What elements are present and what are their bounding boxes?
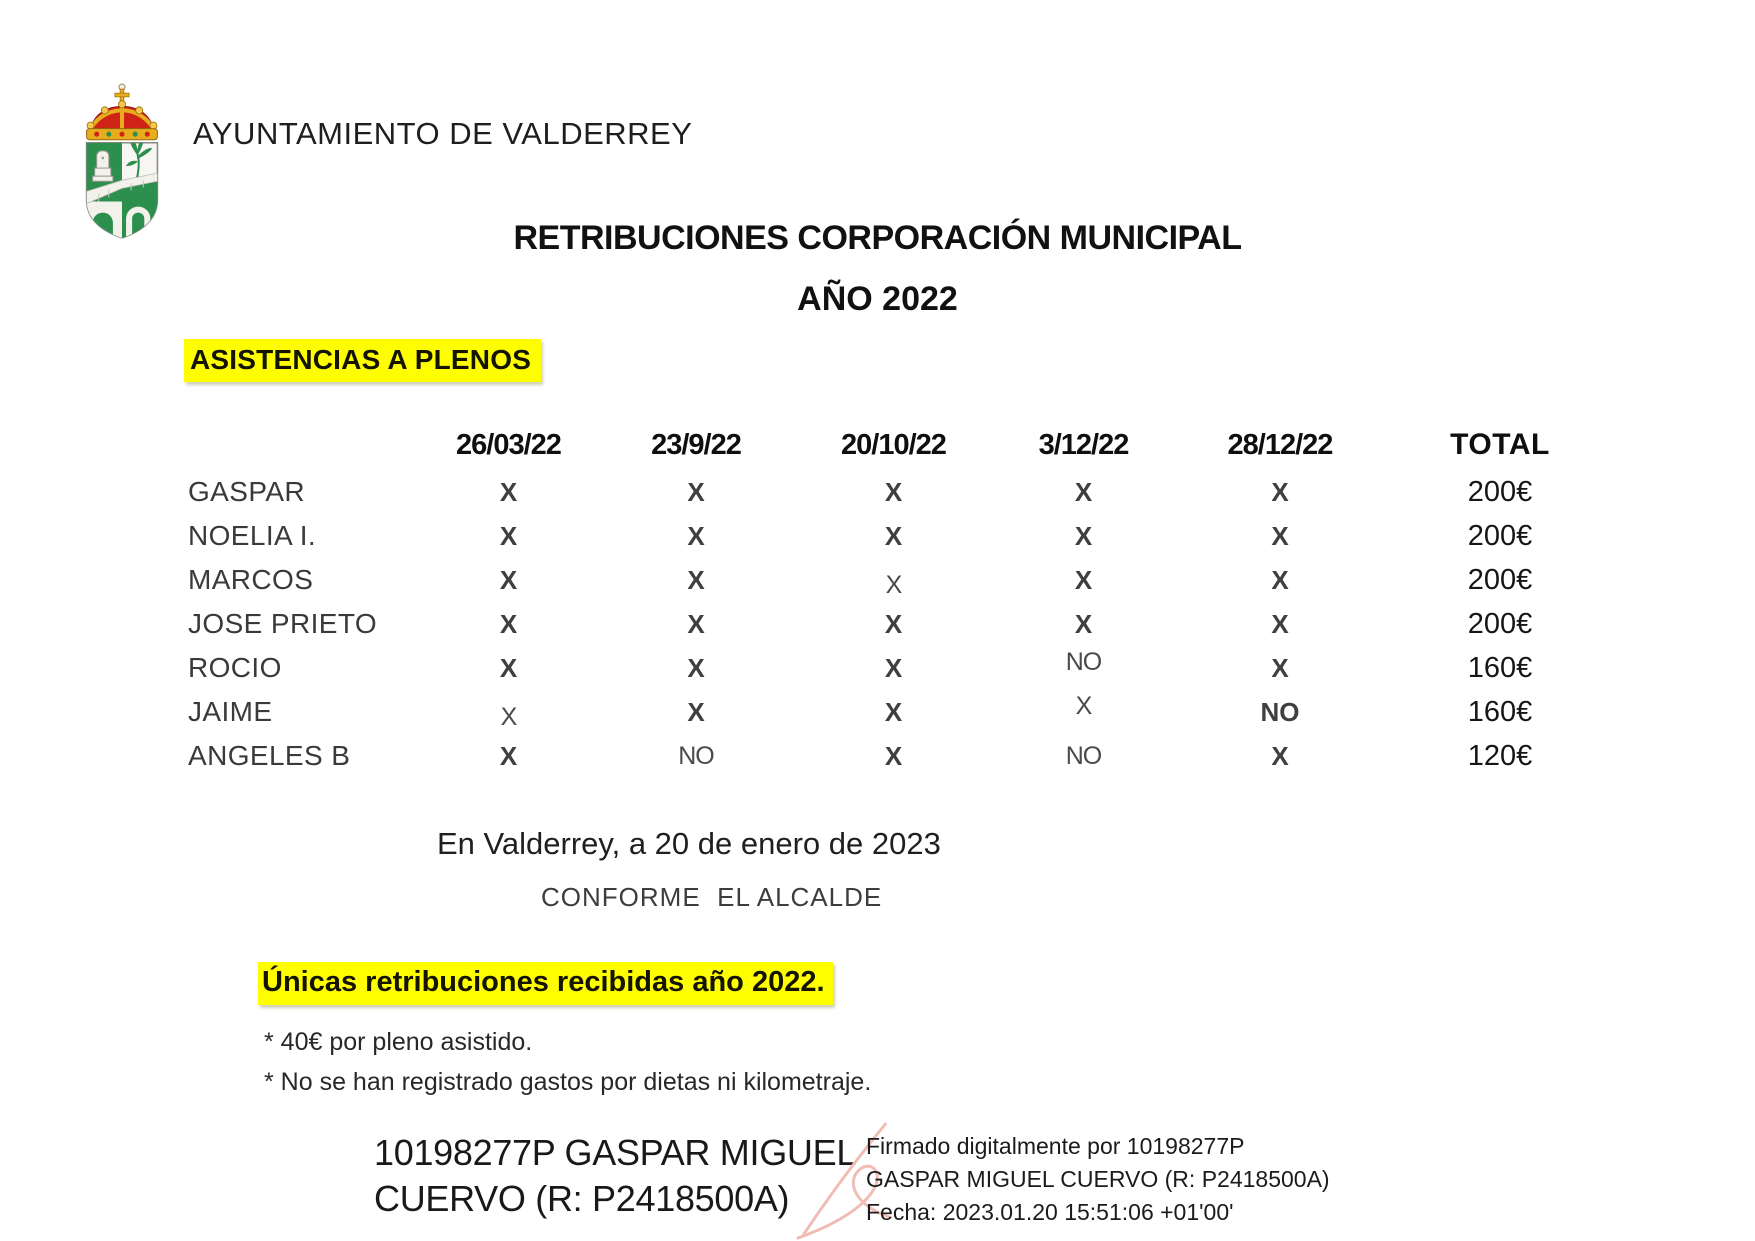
signer-name-line: CUERVO (R: P2418500A): [374, 1178, 790, 1219]
column-header-date: 26/03/22: [456, 428, 561, 461]
attendance-cell: X: [499, 476, 518, 507]
table-header-row: [188, 420, 1615, 470]
section-heading-highlight: ASISTENCIAS A PLENOS: [184, 339, 541, 382]
attendance-cell: X: [1075, 691, 1092, 720]
attendance-cell: X: [1074, 520, 1093, 551]
crown-icon: [87, 84, 158, 140]
member-name: NOELIA I.: [188, 520, 317, 551]
signature-detail-line: GASPAR MIGUEL CUERVO (R: P2418500A): [866, 1166, 1330, 1192]
notes-list: [264, 1022, 871, 1102]
column-header-date: 28/12/22: [1227, 428, 1333, 461]
attendance-cell: X: [1074, 476, 1093, 507]
attendance-cell: X: [884, 520, 903, 551]
table-row: [188, 602, 1615, 646]
note-item: * 40€ por pleno asistido.: [264, 1028, 533, 1056]
attendance-table: [188, 420, 1615, 778]
doc-year: AÑO 2022: [797, 280, 958, 318]
signature-detail-line: Firmado digitalmente por 10198277P: [866, 1133, 1245, 1159]
table-row: [188, 470, 1615, 514]
member-name: JOSE PRIETO: [188, 608, 378, 639]
table-row: [188, 514, 1615, 558]
signer-name-block: [374, 1130, 856, 1222]
attendance-cell: X: [1271, 476, 1289, 507]
digital-signature-details: [866, 1130, 1330, 1229]
attendance-cell: X: [1271, 740, 1289, 771]
conforme-line: CONFORME EL ALCALDE: [541, 882, 883, 912]
table-row: [188, 646, 1615, 690]
total-value: 160€: [1467, 695, 1533, 728]
attendance-cell: X: [884, 652, 903, 683]
attendance-cell: X: [499, 652, 518, 683]
total-value: 200€: [1467, 475, 1533, 508]
attendance-cell: X: [1271, 608, 1289, 639]
note-item: * No se han registrado gastos por dietas ni kilometraje.: [264, 1068, 872, 1096]
doc-title: RETRIBUCIONES CORPORACIÓN MUNICIPAL: [513, 219, 1242, 257]
member-name: GASPAR: [188, 476, 306, 507]
attendance-cell: X: [499, 564, 518, 595]
member-name: ANGELES B: [188, 740, 351, 771]
column-header-total: TOTAL: [1450, 428, 1550, 461]
attendance-cell: X: [1271, 564, 1289, 595]
table-row: [188, 734, 1615, 778]
total-value: 200€: [1467, 519, 1533, 552]
total-value: 200€: [1467, 563, 1533, 596]
table-row: [188, 690, 1615, 734]
total-value: 200€: [1467, 607, 1533, 640]
total-value: 160€: [1467, 651, 1533, 684]
attendance-cell: X: [885, 570, 902, 599]
column-header-date: 20/10/22: [841, 428, 946, 461]
attendance-cell: X: [687, 608, 705, 639]
member-name: ROCIO: [188, 652, 282, 683]
attendance-cell: NO: [1260, 696, 1300, 727]
org-name: AYUNTAMIENTO DE VALDERREY: [193, 116, 693, 151]
attendance-cell: X: [1271, 520, 1289, 551]
attendance-cell: X: [687, 652, 705, 683]
attendance-cell: X: [687, 564, 705, 595]
place-date-line: En Valderrey, a 20 de enero de 2023: [437, 826, 941, 861]
attendance-cell: X: [499, 608, 518, 639]
attendance-cell: X: [687, 476, 705, 507]
attendance-cell: X: [884, 476, 903, 507]
total-value: 120€: [1467, 739, 1533, 772]
signer-name-line: 10198277P GASPAR MIGUEL: [374, 1132, 857, 1173]
member-name: MARCOS: [188, 564, 314, 595]
notes-highlight: Únicas retribuciones recibidas año 2022.: [258, 962, 833, 1005]
coat-of-arms-logo: [70, 80, 174, 242]
attendance-cell: NO: [1065, 647, 1102, 676]
attendance-cell: X: [1271, 652, 1289, 683]
attendance-cell: X: [1074, 608, 1093, 639]
table-row: [188, 558, 1615, 602]
signature-detail-line: Fecha: 2023.01.20 15:51:06 +01'00': [866, 1199, 1234, 1225]
attendance-cell: X: [499, 520, 518, 551]
attendance-cell: X: [884, 740, 903, 771]
attendance-cell: X: [500, 702, 517, 731]
column-header-date: 23/9/22: [651, 428, 741, 461]
attendance-cell: X: [687, 696, 705, 727]
attendance-cell: X: [687, 520, 705, 551]
attendance-cell: X: [884, 696, 903, 727]
column-header-date: 3/12/22: [1038, 428, 1129, 461]
attendance-cell: X: [884, 608, 903, 639]
attendance-cell: X: [499, 740, 518, 771]
attendance-cell: X: [1074, 564, 1093, 595]
attendance-cell: NO: [1065, 741, 1102, 770]
member-name: JAIME: [188, 696, 273, 727]
attendance-cell: NO: [678, 741, 714, 770]
